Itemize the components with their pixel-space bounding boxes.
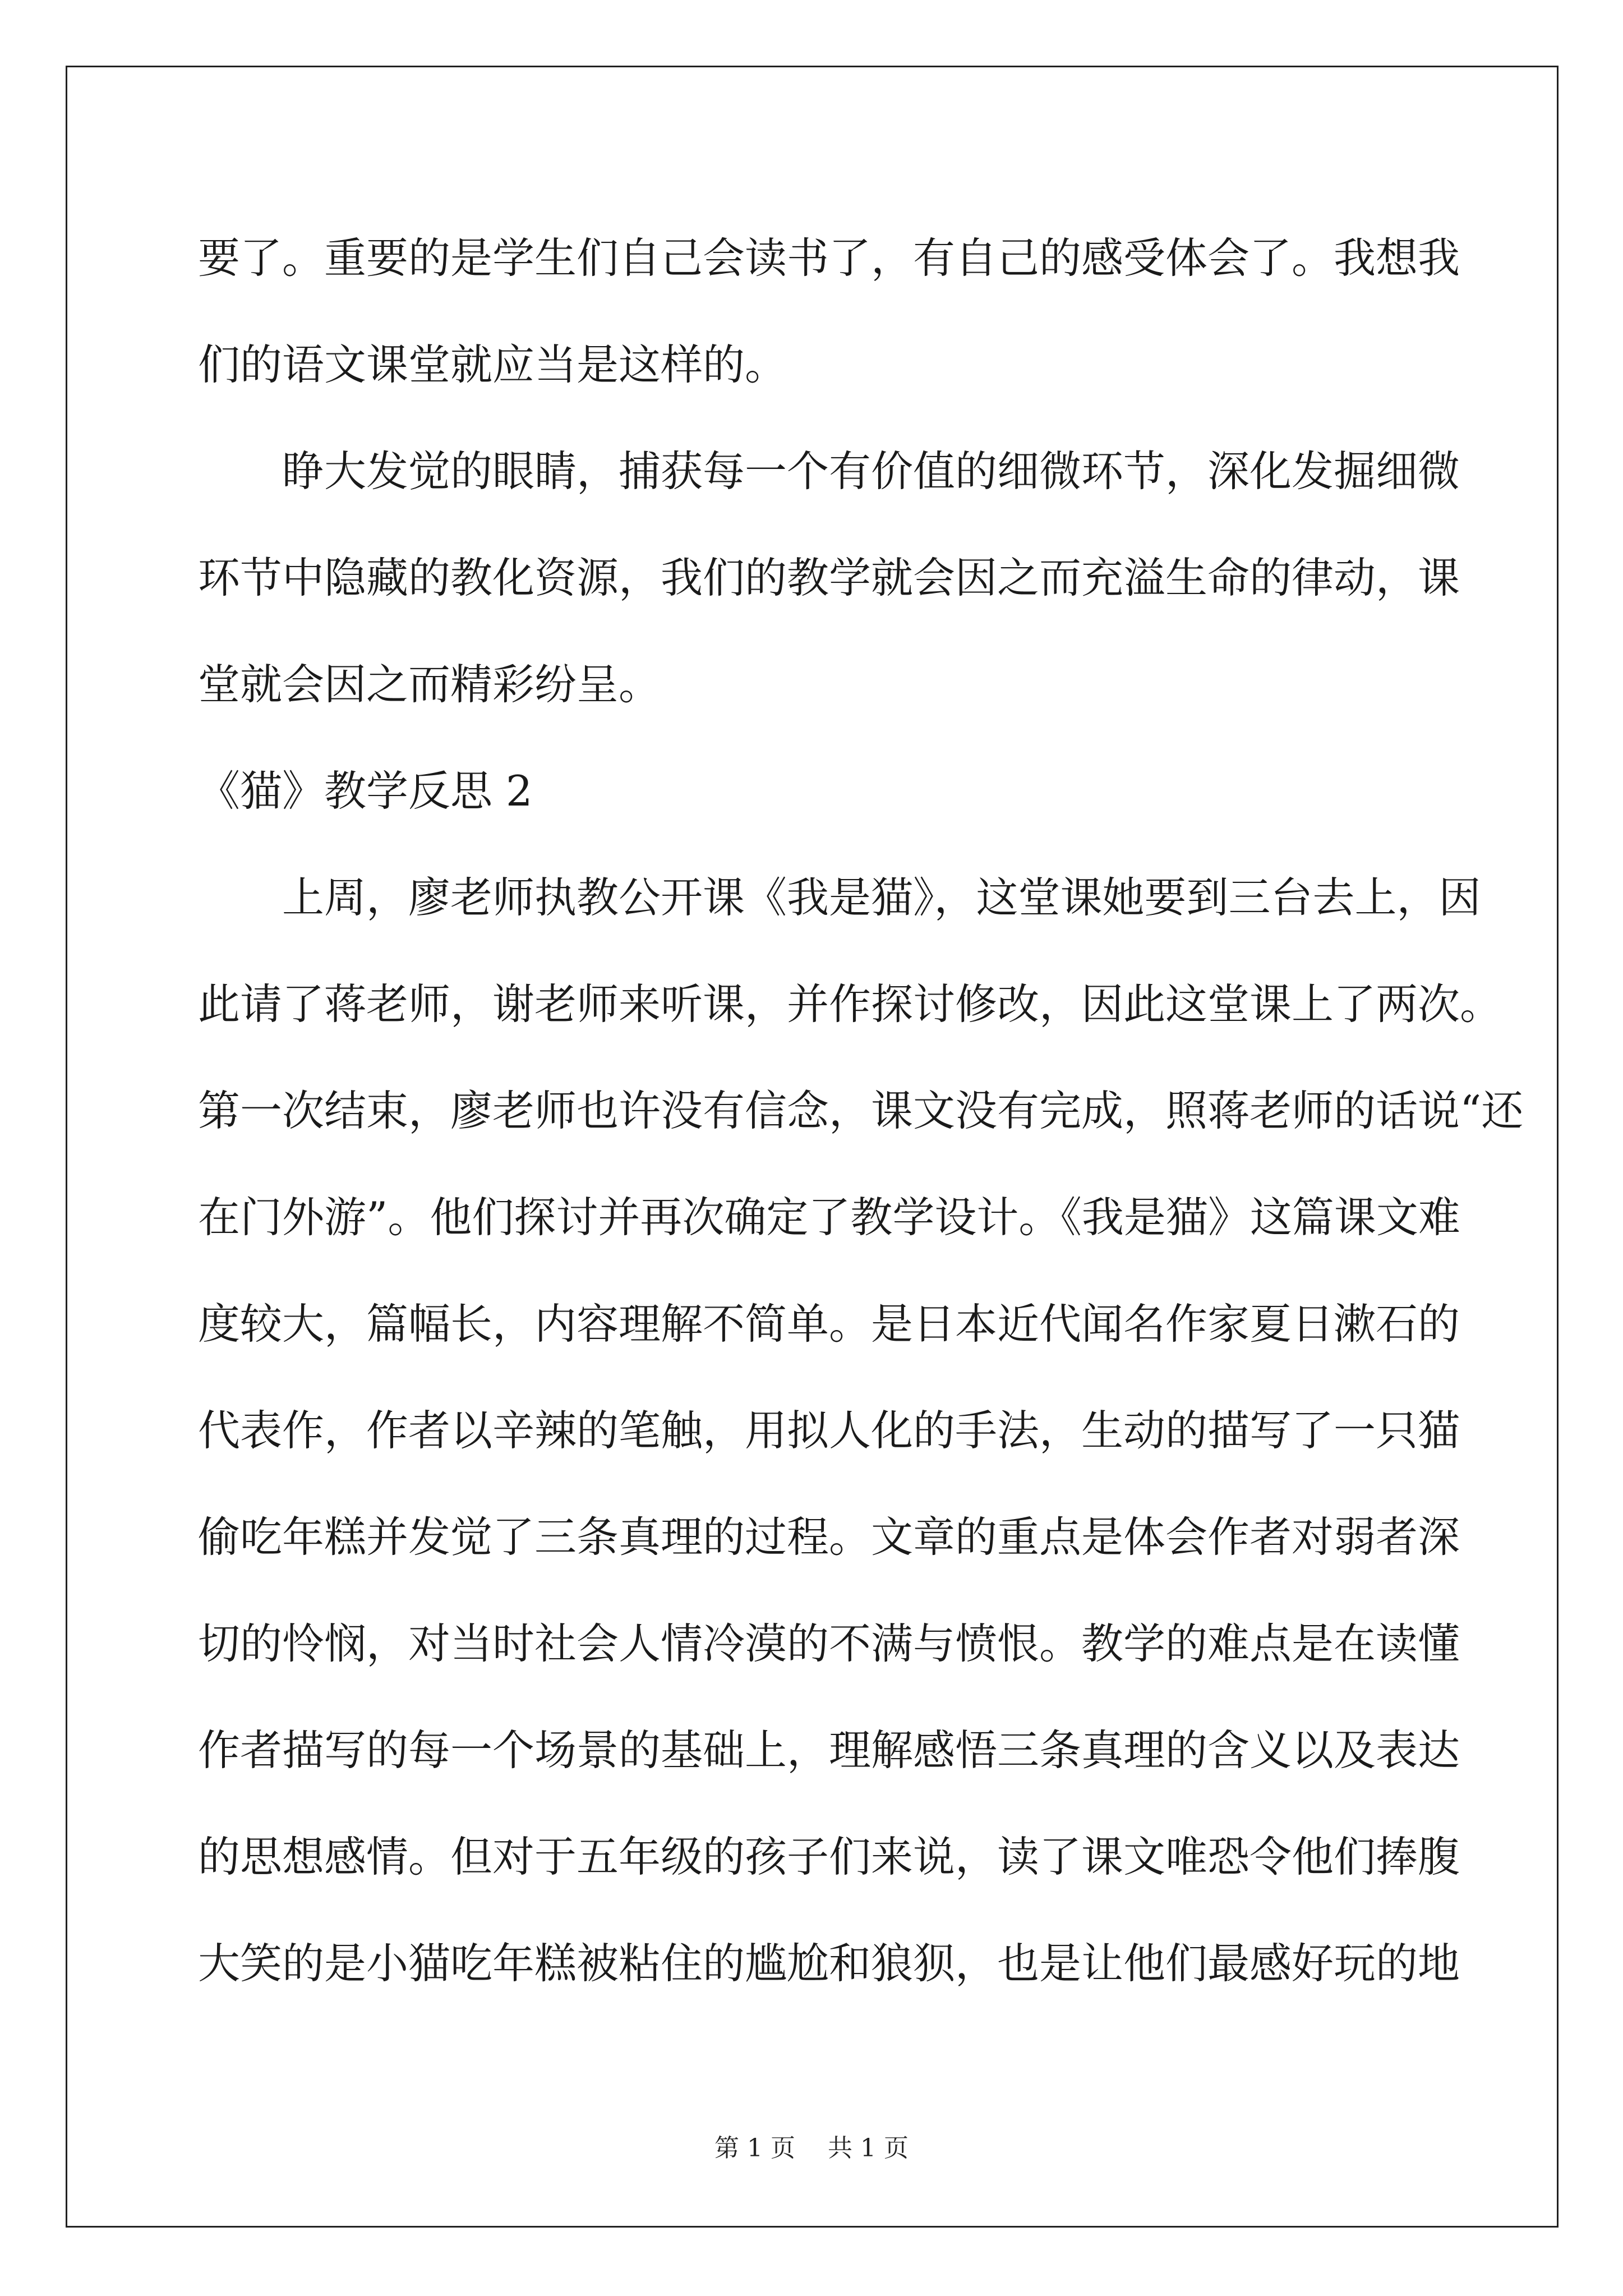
text-line: 环节中隐藏的教化资源，我们的教学就会因之而充溢生命的律动，课 — [198, 553, 1460, 602]
document-body — [198, 205, 1524, 2017]
text-line: 度较大，篇幅长，内容理解不简单。是日本近代闻名作家夏日漱石的 — [198, 1299, 1460, 1349]
text-line: 第一次结束，廖老师也许没有信念，课文没有完成，照蒋老师的话说“还 — [198, 1086, 1524, 1135]
page-number-current: 第 1 页 — [714, 2134, 795, 2162]
text-line: 上周，廖老师执教公开课《我是猫》，这堂课她要到三台去上，因 — [282, 873, 1481, 922]
text-line: 睁大发觉的眼睛，捕获每一个有价值的细微环节，深化发掘细微 — [282, 447, 1460, 496]
text-line: 要了。重要的是学生们自己会读书了，有自己的感受体会了。我想我 — [198, 233, 1460, 283]
text-line: 代表作，作者以辛辣的笔触，用拟人化的手法，生动的描写了一只猫 — [198, 1406, 1460, 1455]
text-line: 此请了蒋老师，谢老师来听课，并作探讨修改，因此这堂课上了两次。 — [198, 979, 1502, 1029]
page-footer — [0, 2132, 1623, 2165]
text-line: 们的语文课堂就应当是这样的。 — [198, 340, 787, 389]
text-line: 的思想感情。但对于五年级的孩子们来说，读了课文唯恐令他们捧腹 — [198, 1832, 1460, 1881]
text-line: 作者描写的每一个场景的基础上，理解感悟三条真理的含义以及表达 — [198, 1726, 1460, 1775]
section-heading: 《猫》教学反思 2 — [198, 766, 533, 816]
page-number-total: 共 1 页 — [828, 2134, 909, 2162]
text-line: 大笑的是小猫吃年糕被粘住的尴尬和狼狈，也是让他们最感好玩的地 — [198, 1939, 1460, 1988]
text-line: 偷吃年糕并发觉了三条真理的过程。文章的重点是体会作者对弱者深 — [198, 1512, 1460, 1562]
text-line: 堂就会因之而精彩纷呈。 — [198, 660, 661, 709]
text-line: 在门外游”。他们探讨并再次确定了教学设计。《我是猫》这篇课文难 — [198, 1193, 1460, 1242]
text-line: 切的怜悯，对当时社会人情冷漠的不满与愤恨。教学的难点是在读懂 — [198, 1619, 1460, 1668]
